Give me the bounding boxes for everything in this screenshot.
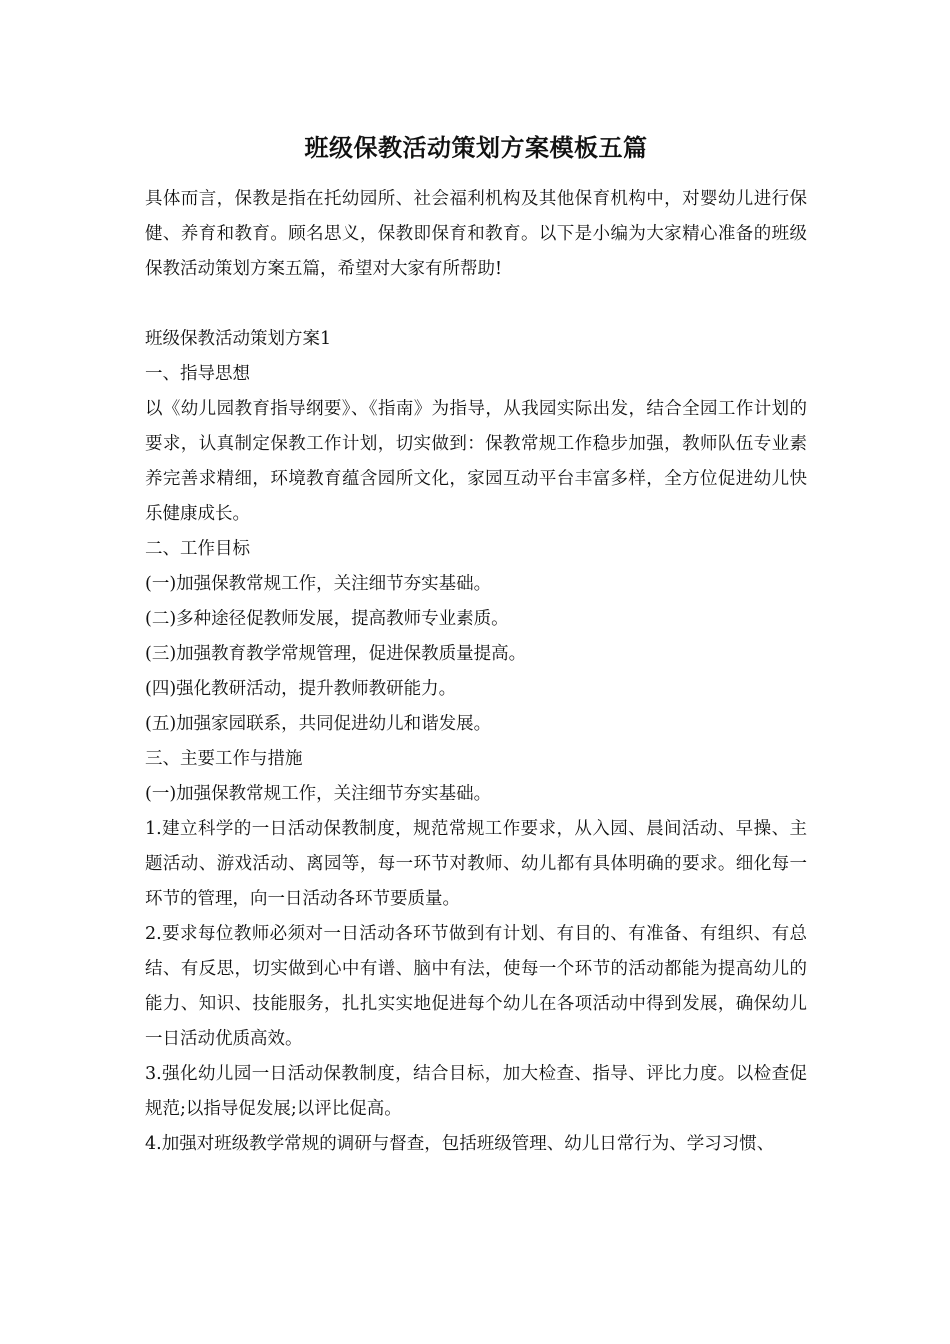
goal-item: (一)加强保教常规工作，关注细节夯实基础。: [145, 574, 492, 594]
goal-item: (四)强化教研活动，提升教师教研能力。: [145, 679, 457, 699]
goal-item: (三)加强教育教学常规管理，促进保教质量提高。: [145, 644, 527, 664]
numbered-paragraph: 3.强化幼儿园一日活动保教制度，结合目标，加大检查、指导、评比力度。以检查促规范;以指导促发展;以评比促高。: [145, 1064, 807, 1119]
subsection-heading: (一)加强保教常规工作，关注细节夯实基础。: [145, 784, 492, 804]
goal-item: (二)多种途径促教师发展，提高教师专业素质。: [145, 609, 509, 629]
section-heading-main-work: 三、主要工作与措施: [145, 749, 303, 769]
section-heading-plan-1: 班级保教活动策划方案1: [145, 329, 332, 349]
section-heading-work-goals: 二、工作目标: [145, 539, 250, 559]
numbered-paragraph: 4.加强对班级教学常规的调研与督查，包括班级管理、幼儿日常行为、学习习惯、: [145, 1134, 775, 1154]
numbered-paragraph: 1.建立科学的一日活动保教制度，规范常规工作要求，从入园、晨间活动、早操、主题活动、游戏活动、离园等，每一环节对教师、幼儿都有具体明确的要求。细化每一环节的管理，向一日活动各环节要质量。: [145, 819, 807, 909]
paragraph-gap: [145, 287, 807, 322]
document-page: [145, 128, 807, 1162]
intro-paragraph: 具体而言，保教是指在托幼园所、社会福利机构及其他保育机构中，对婴幼儿进行保健、养育和教育。顾名思义，保教即保育和教育。以下是小编为大家精心准备的班级保教活动策划方案五篇，希望对大家有所帮助!: [145, 189, 807, 279]
goal-item: (五)加强家园联系，共同促进幼儿和谐发展。: [145, 714, 492, 734]
section-heading-guiding-ideology: 一、指导思想: [145, 364, 250, 384]
document-title: 班级保教活动策划方案模板五篇: [304, 133, 648, 162]
body-paragraph: 以《幼儿园教育指导纲要》、《指南》为指导，从我园实际出发，结合全园工作计划的要求，认真制定保教工作计划，切实做到：保教常规工作稳步加强，教师队伍专业素养完善求精细，环境教育蕴含园所文化，家园互动平台丰富多样，全方位促进幼儿快乐健康成长。: [145, 399, 807, 524]
numbered-paragraph: 2.要求每位教师必须对一日活动各环节做到有计划、有目的、有准备、有组织、有总结、有反思，切实做到心中有谱、脑中有法，使每一个环节的活动都能为提高幼儿的能力、知识、技能服务，扎扎实实地促进每个幼儿在各项活动中得到发展，确保幼儿一日活动优质高效。: [145, 924, 807, 1049]
